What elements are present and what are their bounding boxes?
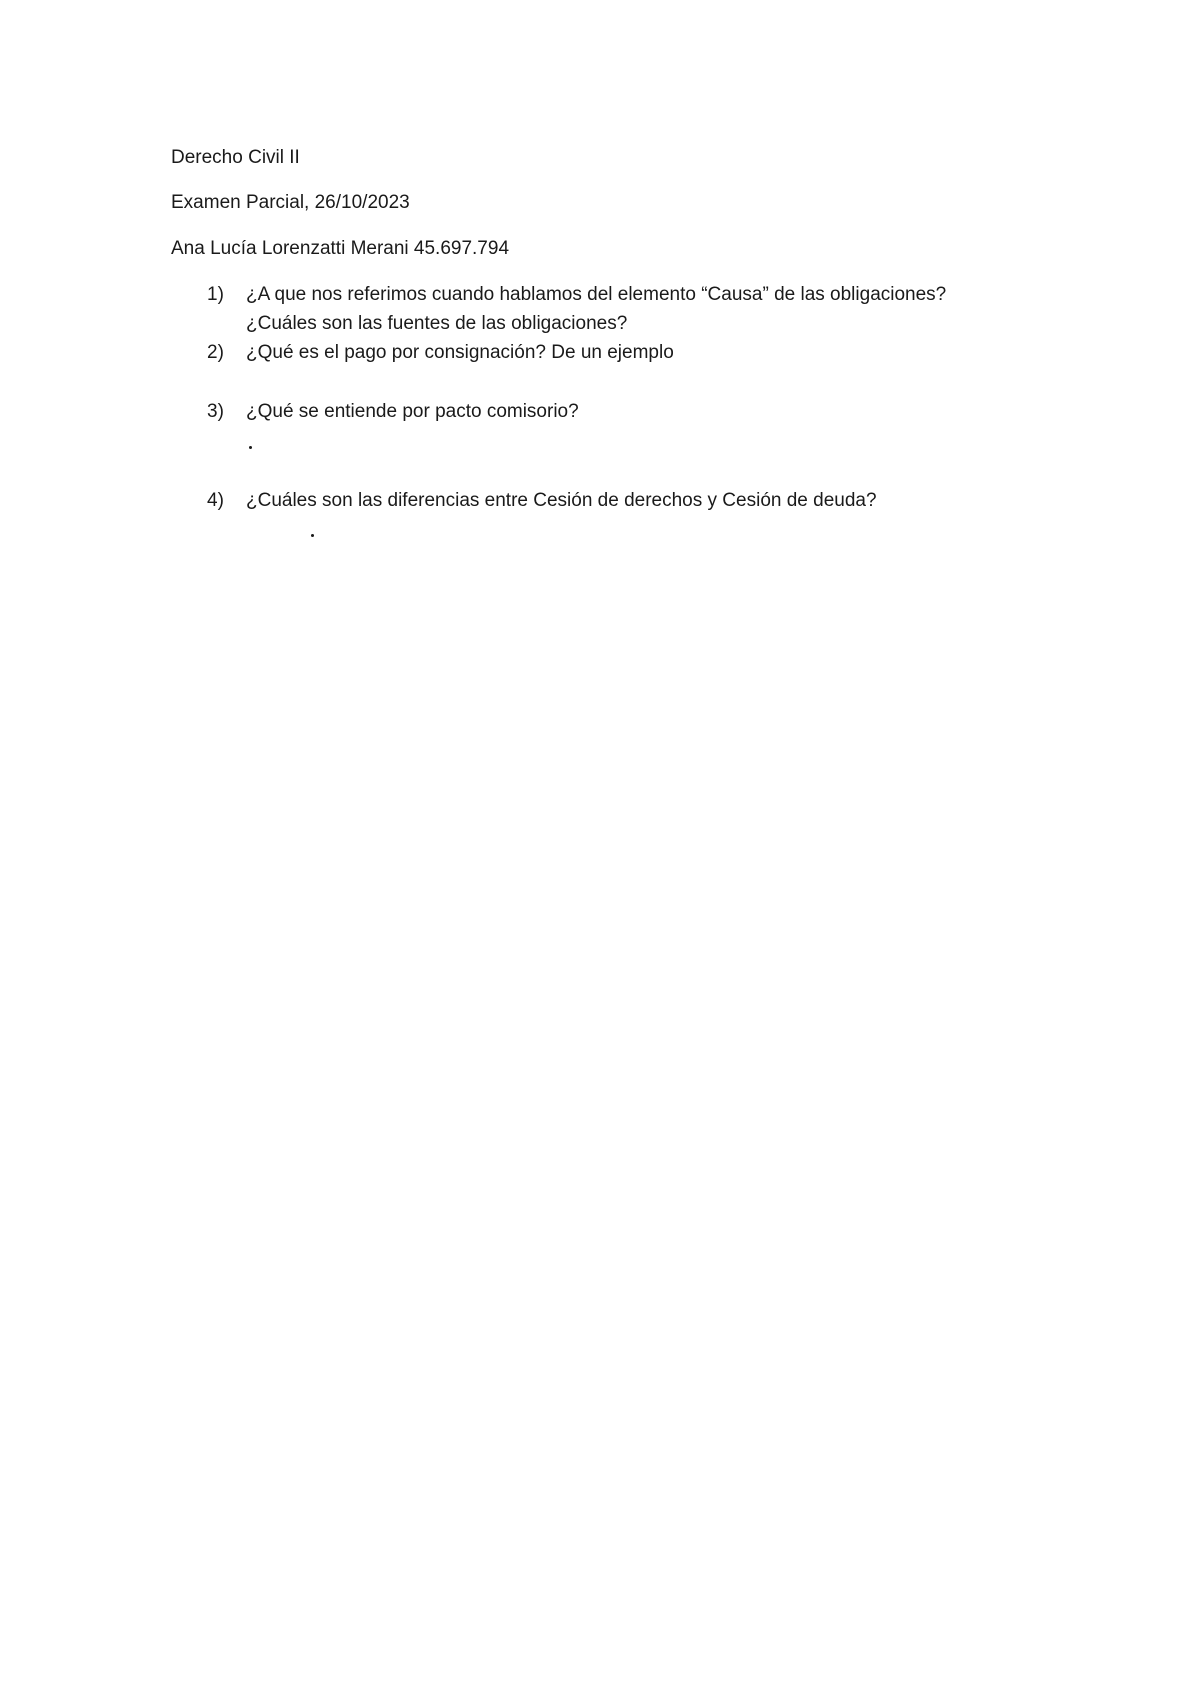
question-text: ¿Qué es el pago por consignación? De un ejemplo	[246, 342, 674, 363]
student-info: Ana Lucía Lorenzatti Merani 45.697.794	[171, 238, 510, 259]
question-text-line: ¿Cuáles son las fuentes de las obligaciones?	[246, 313, 628, 334]
question-text: ¿Cuáles son las diferencias entre Cesión de derechos y Cesión de deuda?	[246, 490, 877, 511]
question-text: ¿Qué se entiende por pacto comisorio?	[246, 401, 579, 422]
question-text-line: ¿A que nos referimos cuando hablamos del elemento “Causa” de las obligaciones?	[246, 284, 947, 305]
question-number: 1)	[207, 284, 224, 305]
question-number: 2)	[207, 342, 224, 363]
question-number: 4)	[207, 490, 224, 511]
question-text	[246, 280, 1030, 338]
stray-dot	[249, 446, 252, 449]
stray-dot	[311, 534, 314, 537]
exam-title: Examen Parcial, 26/10/2023	[171, 192, 410, 213]
subject-title: Derecho Civil II	[171, 147, 300, 168]
question-number: 3)	[207, 401, 224, 422]
